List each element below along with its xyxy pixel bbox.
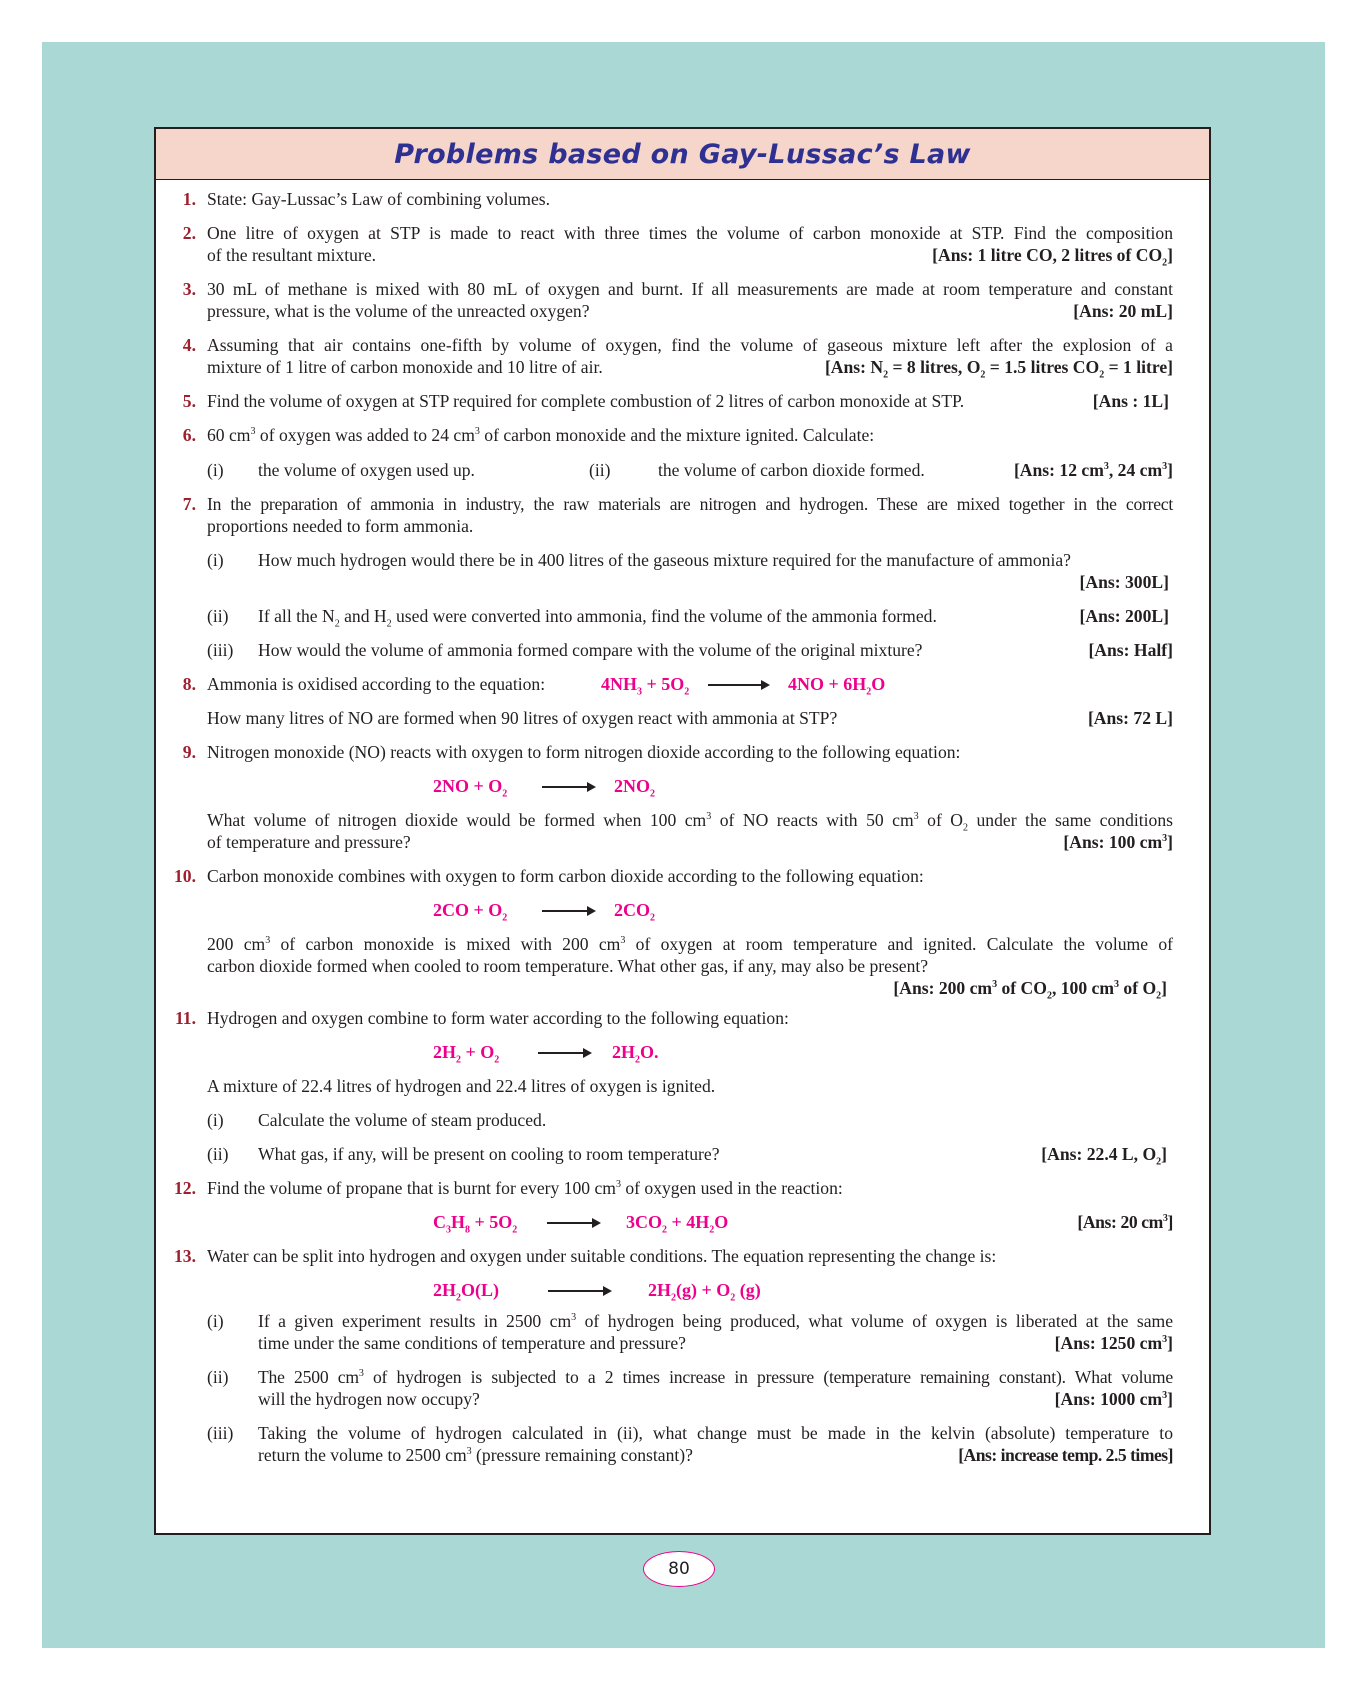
answer: [Ans: 100 $cm^3$] bbox=[1063, 832, 1173, 852]
equation-reactants: $2H_2 + O_2$ bbox=[433, 1042, 500, 1066]
part-text: time under the same conditions of temperature and pressure? bbox=[258, 1333, 686, 1353]
answer: [Ans: 12 $cm^3$, 24 $cm^3$] bbox=[1013, 460, 1173, 480]
question-text: In the preparation of ammonia in industry, the raw materials are nitrogen and hydrogen. These are mixed together in the correct bbox=[207, 494, 1173, 514]
equation-products: $3CO_2 + 4H_2O$ bbox=[626, 1212, 729, 1236]
part-label: (i) bbox=[207, 460, 224, 480]
part-label: (iii) bbox=[207, 1423, 234, 1443]
part-text: How would the volume of ammonia formed compare with the volume of the original mixture? bbox=[258, 640, 923, 660]
question-text: proportions needed to form ammonia. bbox=[207, 516, 474, 536]
answer: [Ans: 1000 $cm^3$] bbox=[1054, 1389, 1173, 1409]
question-text: carbon dioxide formed when cooled to room temperature. What other gas, if any, may also be present? bbox=[207, 956, 929, 976]
question-number: 3. bbox=[182, 279, 196, 299]
equation-products: $2CO_2$ bbox=[614, 900, 655, 924]
page-title: Problems based on Gay-Lussac’s Law bbox=[394, 138, 971, 170]
part-text: If a given experiment results in 2500 $cm^3$ of hydrogen being produced, what volume of oxygen is liberated at the same bbox=[258, 1311, 1173, 1331]
title-bar bbox=[156, 129, 1209, 180]
question-number: 4. bbox=[182, 335, 196, 355]
question-text: of temperature and pressure? bbox=[207, 832, 411, 852]
answer: [Ans: 72 L] bbox=[1087, 708, 1173, 728]
question-number: 6. bbox=[182, 425, 196, 445]
answer: [Ans: 200L] bbox=[1079, 606, 1169, 626]
page-number: 80 bbox=[668, 1559, 690, 1579]
question-text: Ammonia is oxidised according to the equation: bbox=[207, 674, 546, 694]
answer: [Ans: 1250 $cm^3$] bbox=[1054, 1333, 1173, 1353]
reaction-arrow-icon bbox=[548, 1290, 610, 1292]
question-number: 8. bbox=[182, 674, 196, 694]
part-label: (i) bbox=[207, 550, 224, 570]
part-text: the volume of oxygen used up. bbox=[258, 460, 475, 480]
answer: [Ans : 1L] bbox=[1092, 391, 1169, 411]
page-number-badge bbox=[643, 1551, 715, 1587]
question-text: Hydrogen and oxygen combine to form water according to the following equation: bbox=[207, 1008, 789, 1028]
equation-reactants: $4NH_3 + 5O_2$ bbox=[601, 674, 690, 698]
question-number: 13. bbox=[174, 1246, 196, 1266]
part-text: Taking the volume of hydrogen calculated in (ii), what change must be made in the kelvin (absolute) temperature to bbox=[258, 1423, 1173, 1443]
part-label: (ii) bbox=[207, 1144, 229, 1164]
equation-reactants: $2H_2O(L)$ bbox=[433, 1280, 500, 1304]
part-text: will the hydrogen now occupy? bbox=[258, 1389, 480, 1409]
reaction-arrow-icon bbox=[538, 1052, 590, 1054]
question-text: Find the volume of oxygen at STP required for complete combustion of 2 litres of carbon monoxide at STP. bbox=[207, 391, 965, 411]
question-text: State: Gay-Lussac’s Law of combining volumes. bbox=[207, 189, 551, 209]
question-text: 200 $cm^3$ of carbon monoxide is mixed with 200 $cm^3$ of oxygen at room temperature and ignited. Calculate the volume of bbox=[207, 934, 1173, 954]
question-text: mixture of 1 litre of carbon monoxide and 10 litre of air. bbox=[207, 357, 603, 377]
equation-products: $2H_2(g) + O_2$ (g) bbox=[648, 1280, 761, 1304]
part-text: The 2500 $cm^3$ of hydrogen is subjected to a 2 times increase in pressure (temperature remaining constant). What volume bbox=[258, 1367, 1173, 1387]
part-label: (i) bbox=[207, 1110, 224, 1130]
part-text: If all the $N_2$ and $H_2$ used were converted into ammonia, find the volume of the ammonia formed. bbox=[258, 606, 937, 630]
reaction-arrow-icon bbox=[547, 1222, 599, 1224]
question-text: How many litres of NO are formed when 90 litres of oxygen react with ammonia at STP? bbox=[207, 708, 838, 728]
answer: [Ans: 200 $cm^3$ of $CO_2$, 100 $cm^3$ of $O_2$] bbox=[893, 978, 1167, 1002]
part-text: How much hydrogen would there be in 400 litres of the gaseous mixture required for the manufacture of ammonia? bbox=[258, 550, 1071, 570]
question-text: What volume of nitrogen dioxide would be formed when 100 $cm^3$ of NO reacts with 50 $cm^3$ of $O_2$ under the same conditions bbox=[207, 810, 1173, 834]
problems-panel bbox=[154, 127, 1211, 1535]
part-text: the volume of carbon dioxide formed. bbox=[658, 460, 925, 480]
equation-products: $4NO + 6H_2O$ bbox=[788, 674, 886, 698]
answer: [Ans: 1 litre CO, 2 litres of $CO_2$] bbox=[932, 245, 1173, 269]
reaction-arrow-icon bbox=[542, 786, 594, 788]
answer: [Ans: 22.4 L, $O_2$] bbox=[1041, 1144, 1167, 1168]
part-text: What gas, if any, will be present on cooling to room temperature? bbox=[258, 1144, 720, 1164]
answer: [Ans: Half] bbox=[1088, 640, 1173, 660]
part-text: return the volume to 2500 $cm^3$ (pressure remaining constant)? bbox=[258, 1445, 693, 1465]
question-number: 5. bbox=[182, 391, 196, 411]
part-text: Calculate the volume of steam produced. bbox=[258, 1110, 547, 1130]
question-text: Find the volume of propane that is burnt for every 100 $cm^3$ of oxygen used in the reaction: bbox=[207, 1178, 843, 1198]
reaction-arrow-icon bbox=[542, 910, 594, 912]
equation-products: $2NO_2$ bbox=[614, 776, 655, 800]
equation-reactants: $C_3H_8 + 5O_2$ bbox=[433, 1212, 518, 1236]
part-label: (ii) bbox=[207, 1367, 229, 1387]
question-text: of the resultant mixture. bbox=[207, 245, 377, 265]
question-text: Water can be split into hydrogen and oxygen under suitable conditions. The equation representing the change is: bbox=[207, 1246, 997, 1266]
question-number: 1. bbox=[182, 189, 196, 209]
part-label: (iii) bbox=[207, 640, 234, 660]
question-number: 9. bbox=[182, 742, 196, 762]
question-text: A mixture of 22.4 litres of hydrogen and 22.4 litres of oxygen is ignited. bbox=[207, 1076, 716, 1096]
question-number: 12. bbox=[174, 1178, 196, 1198]
part-label: (ii) bbox=[207, 606, 229, 626]
question-number: 11. bbox=[174, 1008, 196, 1028]
question-number: 2. bbox=[182, 223, 196, 243]
equation-reactants: $2NO + O_2$ bbox=[433, 776, 508, 800]
question-text: Nitrogen monoxide (NO) reacts with oxygen to form nitrogen dioxide according to the following equation: bbox=[207, 742, 961, 762]
reaction-arrow-icon bbox=[708, 684, 768, 686]
question-text: One litre of oxygen at STP is made to react with three times the volume of carbon monoxide at STP. Find the composition bbox=[207, 223, 1173, 243]
answer: [Ans: 20 $cm^3$] bbox=[1077, 1212, 1173, 1232]
question-text: 60 $cm^3$ of oxygen was added to 24 $cm^3$ of carbon monoxide and the mixture ignited. Calculate: bbox=[207, 425, 875, 445]
question-number: 10. bbox=[174, 866, 196, 886]
question-text: 30 mL of methane is mixed with 80 mL of oxygen and burnt. If all measurements are made at room temperature and constant bbox=[207, 279, 1173, 299]
part-label: (i) bbox=[207, 1311, 224, 1331]
question-number: 7. bbox=[182, 494, 196, 514]
question-text: Assuming that air contains one-fifth by volume of oxygen, find the volume of gaseous mixture left after the explosion of a bbox=[207, 335, 1173, 355]
answer: [Ans: 300L] bbox=[1079, 572, 1169, 592]
equation-products: $2H_2O$. bbox=[612, 1042, 659, 1066]
question-text: Carbon monoxide combines with oxygen to form carbon dioxide according to the following equation: bbox=[207, 866, 924, 886]
answer: [Ans: $N_2 = 8$ litres, $O_2 = 1.5$ litres $CO_2 = 1$ litre] bbox=[824, 357, 1173, 381]
equation-reactants: $2CO + O_2$ bbox=[433, 900, 508, 924]
answer: [Ans: 20 mL] bbox=[1073, 301, 1173, 321]
question-text: pressure, what is the volume of the unreacted oxygen? bbox=[207, 301, 590, 321]
part-label: (ii) bbox=[589, 460, 611, 480]
answer: [Ans: increase temp. 2.5 times] bbox=[958, 1445, 1173, 1465]
